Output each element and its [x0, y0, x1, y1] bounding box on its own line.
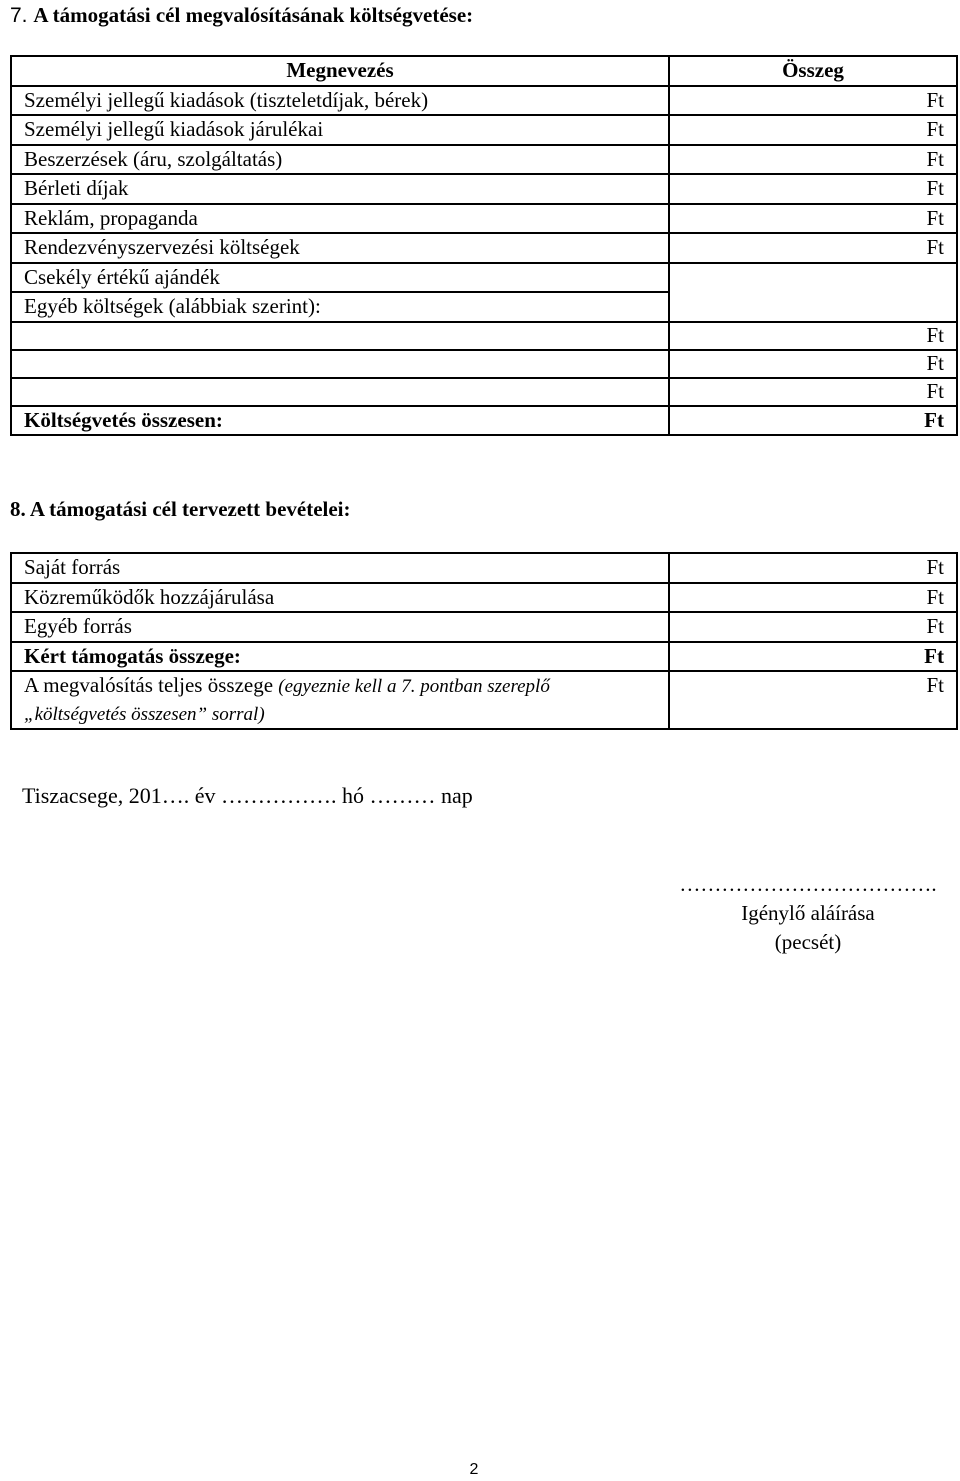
page-number: 2: [469, 1461, 479, 1478]
budget-table: [10, 55, 958, 436]
table-row: [11, 583, 957, 613]
section-7-title-text: A támogatási cél megvalósításának költségvetése:: [33, 3, 474, 27]
budget-item-name: Egyéb költségek (alábbiak szerint):: [11, 292, 669, 322]
budget-item-name: Személyi jellegű kiadások járulékai: [11, 115, 669, 145]
budget-header-row: [11, 56, 957, 86]
budget-item-name: Beszerzések (áru, szolgáltatás): [11, 145, 669, 175]
budget-item-amount-merged[interactable]: [669, 263, 957, 322]
budget-item-amount[interactable]: Ft: [669, 145, 957, 175]
table-row: [11, 612, 957, 642]
full-amount-value[interactable]: Ft: [669, 671, 957, 729]
signature-block: [660, 870, 956, 957]
signature-line: ……………………………….: [679, 872, 937, 896]
signature-label: Igénylő aláírása: [741, 901, 875, 925]
table-row: [11, 174, 957, 204]
column-header-name: Megnevezés: [11, 56, 669, 86]
budget-item-name: Személyi jellegű kiadások (tiszteletdíjak, bérek): [11, 86, 669, 116]
blank-item-name[interactable]: [11, 378, 669, 406]
full-amount-row: [11, 671, 957, 729]
stamp-label: (pecsét): [774, 930, 842, 954]
blank-row: [11, 350, 957, 378]
budget-item-amount[interactable]: Ft: [669, 115, 957, 145]
table-row: [11, 145, 957, 175]
budget-item-name: Bérleti díjak: [11, 174, 669, 204]
revenue-table: [10, 552, 958, 730]
full-amount-label: [11, 671, 669, 729]
revenue-item-amount[interactable]: Ft: [669, 612, 957, 642]
revenue-item-name: Egyéb forrás: [11, 612, 669, 642]
table-row: [11, 233, 957, 263]
budget-item-amount[interactable]: Ft: [669, 174, 957, 204]
budget-item-name: Csekély értékű ajándék: [11, 263, 669, 293]
column-header-amount: Összeg: [669, 56, 957, 86]
blank-row: [11, 378, 957, 406]
blank-row: [11, 322, 957, 350]
requested-support-label: Kért támogatás összege:: [11, 642, 669, 672]
table-row: [11, 263, 957, 293]
budget-total-amount[interactable]: Ft: [669, 406, 957, 436]
table-row: [11, 115, 957, 145]
full-amount-note: (egyeznie kell a 7. pontban szereplő „költségvetés összesen” sorral): [24, 676, 550, 725]
revenue-item-name: Közreműködők hozzájárulása: [11, 583, 669, 613]
blank-item-name[interactable]: [11, 350, 669, 378]
budget-total-label: Költségvetés összesen:: [11, 406, 669, 436]
budget-item-name: Rendezvényszervezési költségek: [11, 233, 669, 263]
total-row: [11, 406, 957, 436]
budget-item-amount[interactable]: Ft: [669, 204, 957, 234]
section-8-title: 8. A támogatási cél tervezett bevételei:: [10, 497, 351, 521]
blank-item-amount[interactable]: Ft: [669, 322, 957, 350]
place-date-line: Tiszacsege, 201…. év ……………. hó ……… nap: [22, 783, 473, 808]
budget-item-amount[interactable]: Ft: [669, 86, 957, 116]
blank-item-amount[interactable]: Ft: [669, 378, 957, 406]
table-row: [11, 553, 957, 583]
section-7-title: [10, 3, 473, 28]
budget-item-amount[interactable]: Ft: [669, 233, 957, 263]
table-row: [11, 86, 957, 116]
full-amount-text: A megvalósítás teljes összege: [24, 673, 274, 697]
revenue-item-name: Saját forrás: [11, 553, 669, 583]
section-7-number: 7.: [10, 4, 28, 27]
blank-item-name[interactable]: [11, 322, 669, 350]
blank-item-amount[interactable]: Ft: [669, 350, 957, 378]
revenue-item-amount[interactable]: Ft: [669, 553, 957, 583]
revenue-item-amount[interactable]: Ft: [669, 583, 957, 613]
table-row: [11, 204, 957, 234]
requested-row: [11, 642, 957, 672]
budget-item-name: Reklám, propaganda: [11, 204, 669, 234]
requested-support-amount[interactable]: Ft: [669, 642, 957, 672]
